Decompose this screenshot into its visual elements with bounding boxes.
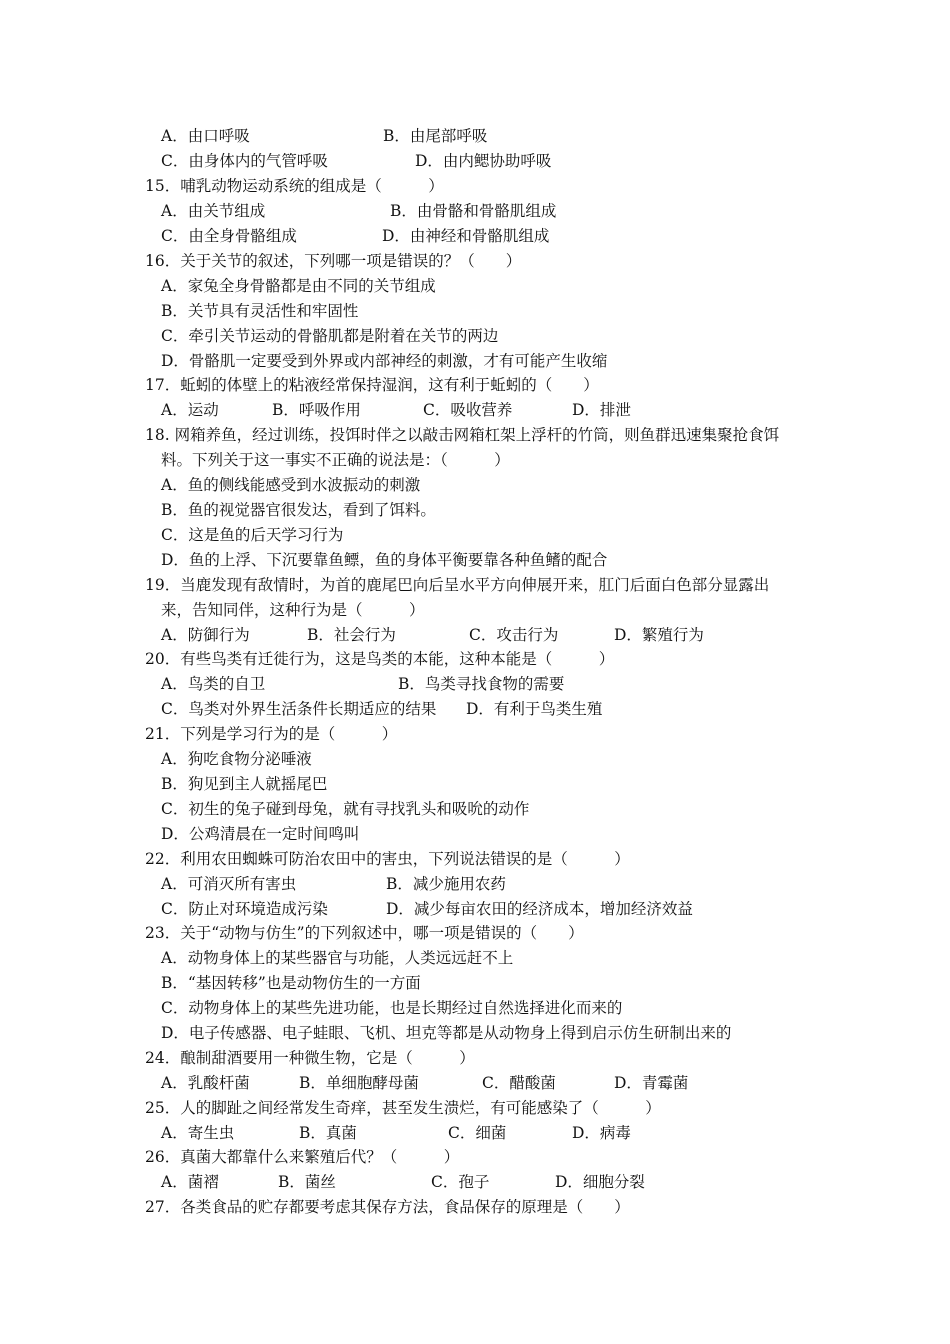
- q15-option-c: C．由全身骨骼组成: [161, 227, 297, 245]
- question-24-stem: 24．酿制甜酒要用一种微生物，它是（ ）: [145, 1049, 475, 1067]
- q26-option-c: C．孢子: [431, 1173, 490, 1191]
- q22-option-c: C．防止对环境造成污染: [161, 900, 328, 918]
- q15-option-d: D．由神经和骨骼肌组成: [382, 227, 550, 245]
- q25-option-d: D．病毒: [572, 1124, 631, 1142]
- q15-option-a: A．由关节组成: [161, 202, 266, 220]
- question-21-stem: 21．下列是学习行为的是（ ）: [145, 725, 398, 743]
- question-18-stem-cont: 料。下列关于这一事实不正确的说法是：（ ）: [161, 451, 510, 469]
- question-23-stem: 23．关于“动物与仿生”的下列叙述中，哪一项是错误的（ ）: [145, 924, 584, 942]
- q16-option-a: A．家兔全身骨骼都是由不同的关节组成: [161, 277, 436, 295]
- q24-option-b: B．单细胞酵母菌: [299, 1074, 419, 1092]
- q16-option-c: C．牵引关节运动的骨骼肌都是附着在关节的两边: [161, 327, 499, 345]
- question-17-stem: 17．蚯蚓的体壁上的粘液经常保持湿润，这有利于蚯蚓的（ ）: [145, 376, 599, 394]
- q20-option-d: D．有利于鸟类生殖: [466, 700, 603, 718]
- q26-option-d: D．细胞分裂: [555, 1173, 645, 1191]
- prev-option-d: D．由内鳃协助呼吸: [415, 152, 552, 170]
- q19-option-a: A．防御行为: [161, 626, 250, 644]
- q18-option-b: B．鱼的视觉器官很发达，看到了饵料。: [161, 501, 436, 519]
- question-26-stem: 26．真菌大都靠什么来繁殖后代？（ ）: [145, 1148, 460, 1166]
- prev-option-c: C．由身体内的气管呼吸: [161, 152, 328, 170]
- question-19-stem: 19．当鹿发现有敌情时，为首的鹿尾巴向后呈水平方向伸展开来，肛门后面白色部分显露出: [145, 576, 770, 594]
- question-22-stem: 22．利用农田蜘蛛可防治农田中的害虫，下列说法错误的是（ ）: [145, 850, 630, 868]
- q17-option-b: B．呼吸作用: [272, 401, 361, 419]
- q23-option-d: D．电子传感器、电子蛙眼、飞机、坦克等都是从动物身上得到启示仿生研制出来的: [161, 1024, 732, 1042]
- q19-option-b: B．社会行为: [307, 626, 396, 644]
- question-27-stem: 27．各类食品的贮存都要考虑其保存方法，食品保存的原理是（ ）: [145, 1198, 630, 1216]
- q19-option-c: C．攻击行为: [469, 626, 559, 644]
- question-19-stem-cont: 来，告知同伴，这种行为是（ ）: [161, 601, 425, 619]
- q24-option-d: D．青霉菌: [614, 1074, 689, 1092]
- question-18-stem: 18. 网箱养鱼，经过训练，投饵时伴之以敲击网箱杠架上浮杆的竹筒，则鱼群迅速集聚抢食饵: [145, 426, 780, 444]
- q21-option-b: B．狗见到主人就摇尾巴: [161, 775, 328, 793]
- q21-option-d: D．公鸡清晨在一定时间鸣叫: [161, 825, 360, 843]
- q18-option-c: C．这是鱼的后天学习行为: [161, 526, 344, 544]
- q25-option-c: C．细菌: [448, 1124, 507, 1142]
- q24-option-c: C．醋酸菌: [482, 1074, 556, 1092]
- q22-option-d: D．减少每亩农田的经济成本，增加经济效益: [386, 900, 693, 918]
- q18-option-d: D．鱼的上浮、下沉要靠鱼鳔，鱼的身体平衡要靠各种鱼鳍的配合: [161, 551, 608, 569]
- question-15-stem: 15．哺乳动物运动系统的组成是（ ）: [145, 177, 444, 195]
- q17-option-a: A．运动: [161, 401, 219, 419]
- question-20-stem: 20．有些鸟类有迁徙行为，这是鸟类的本能，这种本能是（ ）: [145, 650, 615, 668]
- q25-option-b: B．真菌: [299, 1124, 357, 1142]
- question-16-stem: 16．关于关节的叙述，下列哪一项是错误的？（ ）: [145, 252, 522, 270]
- q22-option-b: B．减少施用农药: [386, 875, 506, 893]
- q19-option-d: D．繁殖行为: [614, 626, 704, 644]
- q20-option-a: A．鸟类的自卫: [161, 675, 266, 693]
- q20-option-c: C．鸟类对外界生活条件长期适应的结果: [161, 700, 437, 718]
- q18-option-a: A．鱼的侧线能感受到水波振动的刺激: [161, 476, 421, 494]
- q23-option-b: B．“基因转移”也是动物仿生的一方面: [161, 974, 421, 992]
- q25-option-a: A．寄生虫: [161, 1124, 235, 1142]
- q20-option-b: B．鸟类寻找食物的需要: [398, 675, 565, 693]
- q17-option-d: D．排泄: [572, 401, 631, 419]
- q24-option-a: A．乳酸杆菌: [161, 1074, 250, 1092]
- q16-option-b: B．关节具有灵活性和牢固性: [161, 302, 359, 320]
- prev-option-b: B．由尾部呼吸: [383, 127, 488, 145]
- q26-option-a: A．菌褶: [161, 1173, 219, 1191]
- q22-option-a: A．可消灭所有害虫: [161, 875, 297, 893]
- q17-option-c: C．吸收营养: [423, 401, 513, 419]
- q26-option-b: B．菌丝: [278, 1173, 336, 1191]
- q21-option-a: A．狗吃食物分泌唾液: [161, 750, 312, 768]
- question-25-stem: 25．人的脚趾之间经常发生奇痒，甚至发生溃烂，有可能感染了（ ）: [145, 1099, 661, 1117]
- q23-option-c: C．动物身体上的某些先进功能，也是长期经过自然选择进化而来的: [161, 999, 623, 1017]
- q16-option-d: D．骨骼肌一定要受到外界或内部神经的刺激，才有可能产生收缩: [161, 352, 608, 370]
- q15-option-b: B．由骨骼和骨骼肌组成: [390, 202, 557, 220]
- prev-option-a: A．由口呼吸: [161, 127, 250, 145]
- q21-option-c: C．初生的兔子碰到母兔，就有寻找乳头和吸吮的动作: [161, 800, 530, 818]
- q23-option-a: A．动物身体上的某些器官与功能，人类远远赶不上: [161, 949, 514, 967]
